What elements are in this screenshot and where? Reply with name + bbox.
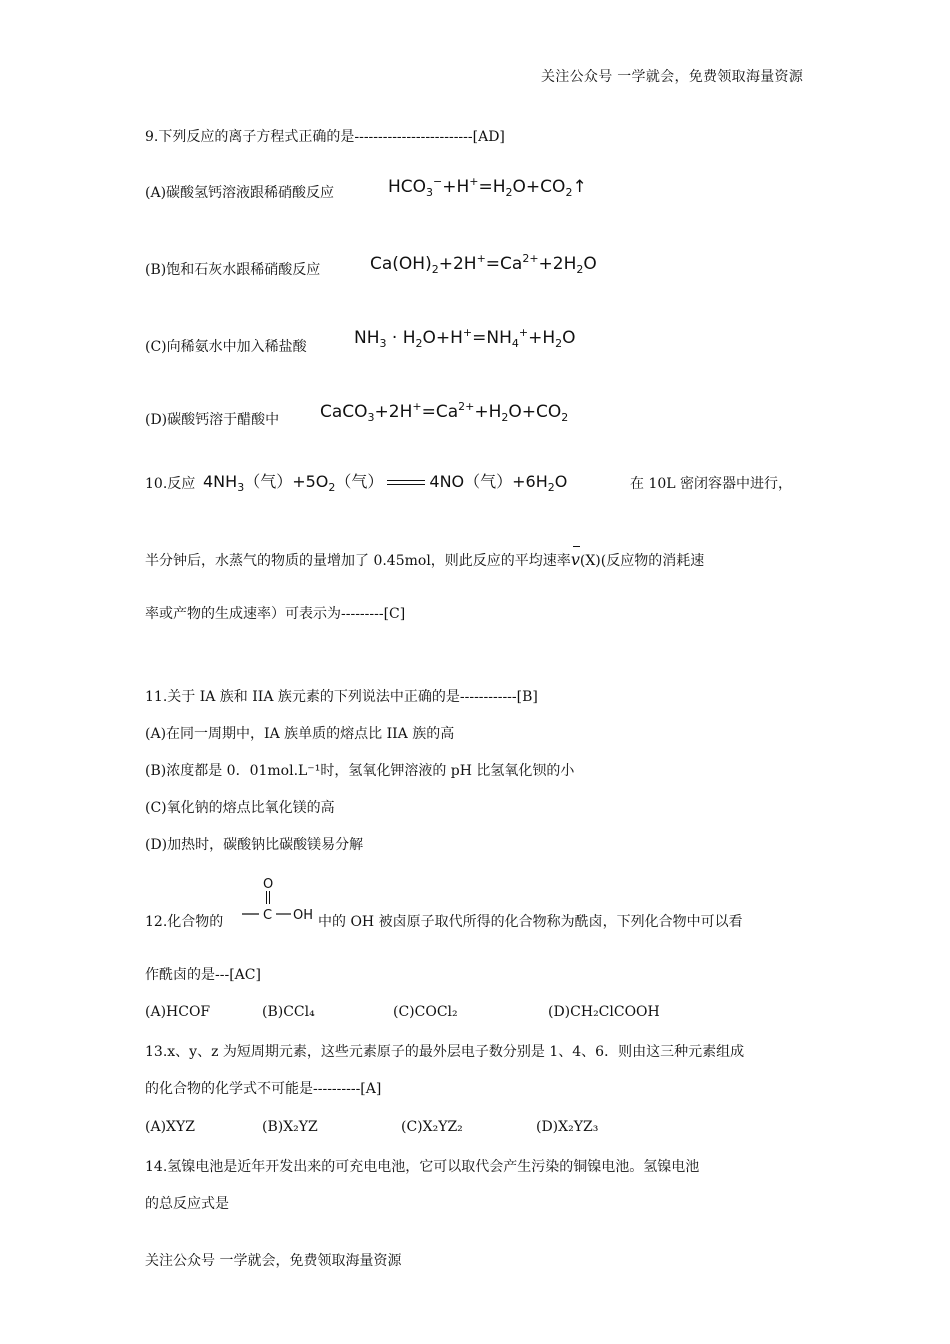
q12-line2: 作酰卤的是---[AC] (145, 967, 261, 983)
q12-suffix: 中的 OH 被卤原子取代所得的化合物称为酰卤，下列化合物中可以看 (318, 914, 743, 930)
q10-line2 (145, 550, 704, 571)
q13-option-a: (A)XYZ (145, 1119, 195, 1135)
q14-line2: 的总反应式是 (145, 1196, 229, 1212)
q10-line2-text-a: 半分钟后，水蒸气的物质的量增加了 0.45mol，则此反应的平均速率 (145, 553, 571, 569)
q13-option-b: (B)X₂YZ (262, 1119, 318, 1135)
carbonyl-oxygen: O (263, 877, 274, 892)
q9-option-d-equation: $CaCO_3+2H^+=Ca^{2+}+H_2O+CO_2$ (320, 400, 569, 424)
q12-option-a: (A)HCOF (145, 1004, 211, 1020)
q13-line1: 13.x、y、z 为短周期元素，这些元素原子的最外层电子数分别是 1、4、6．则由这三种元素组成 (145, 1044, 745, 1060)
q11-option-d: (D)加热时，碳酸钠比碳酸镁易分解 (145, 837, 364, 853)
q9-option-a-label: (A)碳酸氢钙溶液跟稀硝酸反应 (145, 185, 335, 201)
hydroxyl-group: OH (293, 908, 314, 923)
q12-prefix: 12.化合物的 (145, 914, 224, 930)
q14-line1: 14.氢镍电池是近年开发出来的可充电电池，它可以取代会产生污染的铜镍电池。氢镍电池 (145, 1159, 700, 1175)
q11-stem: 11.关于 IA 族和 IIA 族元素的下列说法中正确的是------------[B] (145, 689, 538, 705)
q10-prefix: 10.反应 (145, 476, 196, 492)
q12-option-d: (D)CH₂ClCOOH (548, 1004, 660, 1020)
q11-option-b: (B)浓度都是 0．01mol.L⁻¹时，氢氧化钾溶液的 pH 比氢氧化钡的小 (145, 763, 575, 779)
q13-line2: 的化合物的化学式不可能是----------[A] (145, 1081, 382, 1097)
q10-line2-text-b: (X)(反应物的消耗速 (579, 553, 705, 569)
q10-equation: $4NH_3$（气）$+5O_2$（气） 4NO（气）$+6H_2O$ (203, 472, 568, 494)
q10-line3: 率或产物的生成速率）可表示为---------[C] (145, 606, 406, 622)
q13-option-d: (D)X₂YZ₃ (536, 1119, 599, 1135)
q9-option-b-equation: $Ca(OH)_2+2H^+=Ca^{2+}+2H_2O$ (370, 252, 597, 276)
q12-option-c: (C)COCl₂ (393, 1004, 458, 1020)
q13-option-c: (C)X₂YZ₂ (401, 1119, 463, 1135)
q12-option-b: (B)CCl₄ (262, 1004, 315, 1020)
page-footer: 关注公众号 一学就会，免费领取海量资源 (145, 1253, 402, 1269)
q9-option-a-equation: $HCO_3^-+H^+=H_2O+CO_2↑$ (388, 175, 587, 199)
q9-option-c-equation: $NH_3 \cdot H_2O+H^+=NH_4^++H_2O$ (354, 326, 576, 350)
q11-option-a: (A)在同一周期中，IA 族单质的熔点比 IIA 族的高 (145, 726, 455, 742)
page-header: 关注公众号 一学就会，免费领取海量资源 (541, 69, 804, 85)
q9-option-b-label: (B)饱和石灰水跟稀硝酸反应 (145, 262, 321, 278)
carboxyl-group-structure (238, 872, 320, 928)
carbon-atom: C (263, 908, 273, 923)
q9-option-d-label: (D)碳酸钙溶于醋酸中 (145, 412, 280, 428)
reversible-arrow-icon (387, 480, 425, 486)
q10-suffix: 在 10L 密闭容器中进行， (630, 476, 793, 492)
average-rate-symbol: v (570, 550, 580, 569)
q11-option-c: (C)氧化钠的熔点比氧化镁的高 (145, 800, 335, 816)
q9-option-c-label: (C)向稀氨水中加入稀盐酸 (145, 339, 307, 355)
q9-stem: 9.下列反应的离子方程式正确的是-------------------------[AD] (145, 129, 505, 145)
